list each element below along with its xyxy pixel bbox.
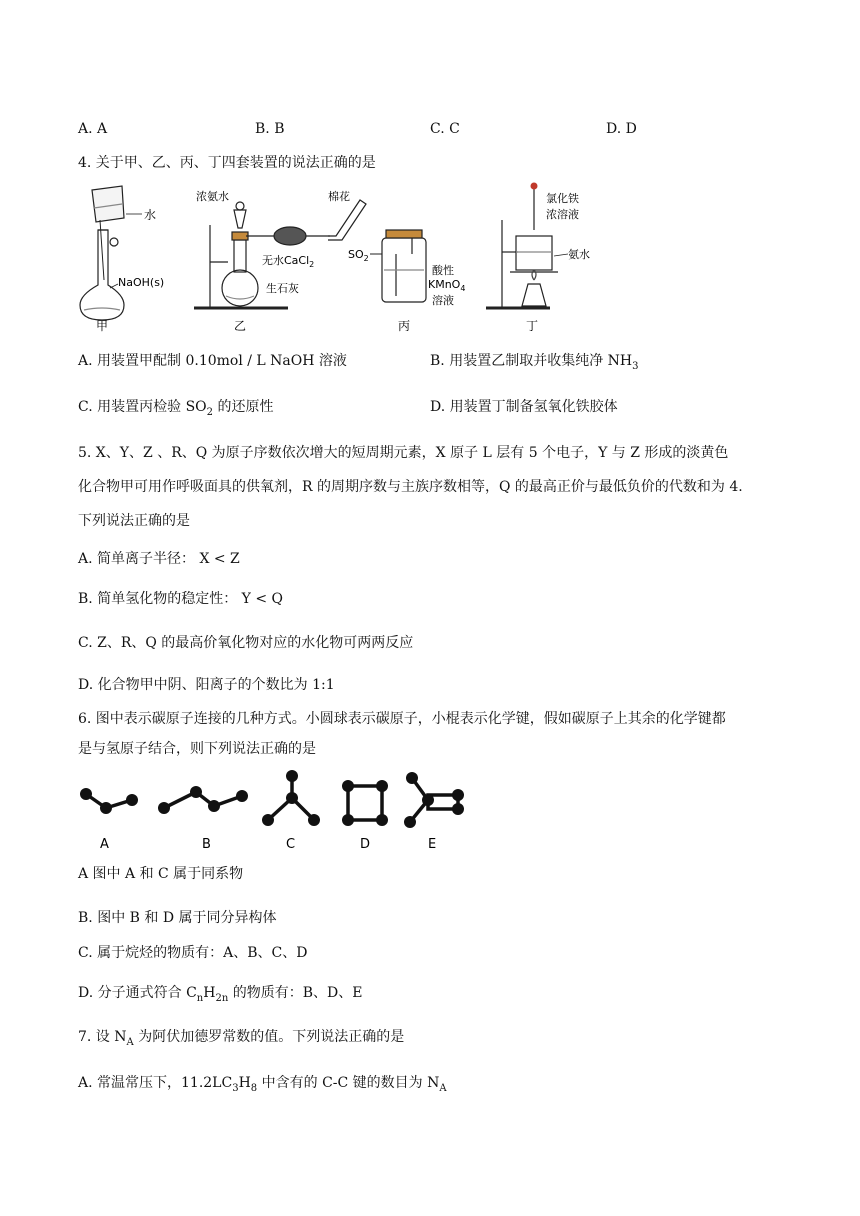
q7-stem-sub: A (126, 1036, 134, 1048)
apparatus-jia (80, 186, 124, 320)
yi-cacl2-sub: 2 (309, 260, 315, 269)
q6-option-d-text: D. 分子通式符合 C (78, 985, 197, 1001)
yi-lime-label: 生石灰 (266, 282, 299, 295)
q4-stem: 4. 关于甲、乙、丙、丁四套装置的说法正确的是 (78, 155, 376, 171)
q7-option-a-sub-a: A (439, 1082, 447, 1094)
struct-label-c: C (286, 837, 296, 852)
q6-stem-line2: 是与氢原子结合，则下列说法正确的是 (78, 741, 316, 757)
q7-option-a-sub-3: 3 (232, 1082, 239, 1094)
q5-stem-line3: 下列说法正确的是 (78, 513, 190, 529)
q7-option-a-sub-8: 8 (250, 1082, 258, 1094)
q5-stem-line2: 化合物甲可用作呼吸面具的供氧剂，R 的周期序数与主族序数相等，Q 的最高正价与最低负价的代数和为 4. (78, 479, 743, 495)
q5-option-a: A. 简单离子半径： X < Z (78, 551, 240, 567)
q7-stem (78, 1027, 404, 1053)
q6-carbon-structures-figure (74, 770, 474, 854)
jia-water-label: 水 (144, 208, 157, 222)
q6-option-b: B. 图中 B 和 D 属于同分异构体 (78, 910, 277, 926)
ding-ammonia-label: 氨水 (568, 248, 590, 261)
q6-option-d-h: H (203, 985, 216, 1001)
bing-so2-sub: 2 (363, 254, 369, 263)
q5-option-c: C. Z、R、Q 的最高价氧化物对应的水化物可两两反应 (78, 635, 414, 651)
q4-option-d: D. 用装置丁制备氢氧化铁胶体 (430, 399, 618, 415)
bing-kmno4-sub: 4 (460, 284, 466, 293)
svg-text:无水CaCl2 (262, 253, 314, 269)
bing-so2-label: SO (348, 248, 364, 261)
ding-fecl3-label-2: 浓溶液 (546, 208, 579, 221)
q7-option-a-mid: 中含有的 C-C 键的数目为 N (257, 1075, 440, 1091)
q5-stem-line1: 5. X、Y、Z 、R、Q 为原子序数依次增大的短周期元素，X 原子 L 层有 5 个电子，Y 与 Z 形成的淡黄色 (78, 445, 729, 461)
apparatus-bing (382, 230, 426, 302)
q7-stem-text: 7. 设 N (78, 1029, 127, 1045)
jia-caption: 甲 (96, 319, 109, 333)
q3-option-c: C. C (430, 121, 460, 137)
struct-label-b: B (202, 837, 211, 852)
q5-option-b: B. 简单氢化物的稳定性： Y < Q (78, 591, 283, 607)
yi-caption: 乙 (234, 319, 247, 333)
bing-acid-label: 酸性 (432, 264, 454, 277)
ding-fecl3-label-1: 氯化铁 (546, 192, 579, 205)
q5-option-d: D. 化合物甲中阴、阳离子的个数比为 1:1 (78, 677, 335, 693)
q4-option-c-post: 的还原性 (213, 399, 274, 415)
struct-label-d: D (360, 837, 371, 852)
q6-stem-line1: 6. 图中表示碳原子连接的几种方式。小圆球表示碳原子，小棍表示化学键，假如碳原子上其余的化学键都 (78, 711, 726, 727)
yi-cacl2-label: 无水CaCl (262, 254, 310, 267)
q7-option-a (78, 1073, 447, 1099)
svg-text:SO2 (348, 248, 369, 263)
q4-option-a: A. 用装置甲配制 0.10mol / L NaOH 溶液 (78, 353, 347, 369)
q6-option-c: C. 属于烷烃的物质有：A、B、C、D (78, 945, 308, 961)
struct-label-a: A (100, 837, 109, 852)
q6-option-d-sub-2n: 2n (215, 992, 229, 1004)
q3-option-d: D. D (606, 121, 637, 137)
q4-option-b (430, 351, 638, 377)
struct-label-e: E (428, 837, 437, 852)
q4-option-b-text: B. 用装置乙制取并收集纯净 NH (430, 353, 633, 369)
q4-option-c-text: C. 用装置丙检验 SO (78, 399, 207, 415)
bing-caption: 丙 (398, 319, 411, 333)
q3-option-a: A. A (78, 121, 108, 137)
bing-solution-label: 溶液 (432, 294, 454, 307)
q6-option-d-post: 的物质有：B、D、E (228, 985, 363, 1001)
jia-naoh-label: NaOH(s) (118, 276, 165, 289)
q7-option-a-text: A. 常温常压下，11.2LC (78, 1075, 233, 1091)
q4-apparatus-figure (70, 180, 630, 335)
q7-stem-post: 为阿伏加德罗常数的值。下列说法正确的是 (133, 1029, 405, 1045)
q6-option-d (78, 983, 362, 1009)
q6-option-d-sub-n: n (196, 992, 204, 1004)
svg-text:KMnO4 (428, 278, 465, 293)
yi-cotton-label: 棉花 (328, 190, 350, 203)
q6-option-a: A 图中 A 和 C 属于同系物 (78, 866, 244, 882)
q4-option-c-sub: 2 (206, 406, 214, 418)
bing-kmno4-label: KMnO (428, 278, 461, 291)
yi-ammonia-label: 浓氨水 (196, 190, 229, 203)
ding-caption: 丁 (526, 319, 539, 333)
q4-option-c (78, 397, 273, 423)
q7-option-a-h: H (238, 1075, 251, 1091)
q3-option-b: B. B (255, 121, 285, 137)
q4-option-b-sub: 3 (632, 360, 639, 372)
